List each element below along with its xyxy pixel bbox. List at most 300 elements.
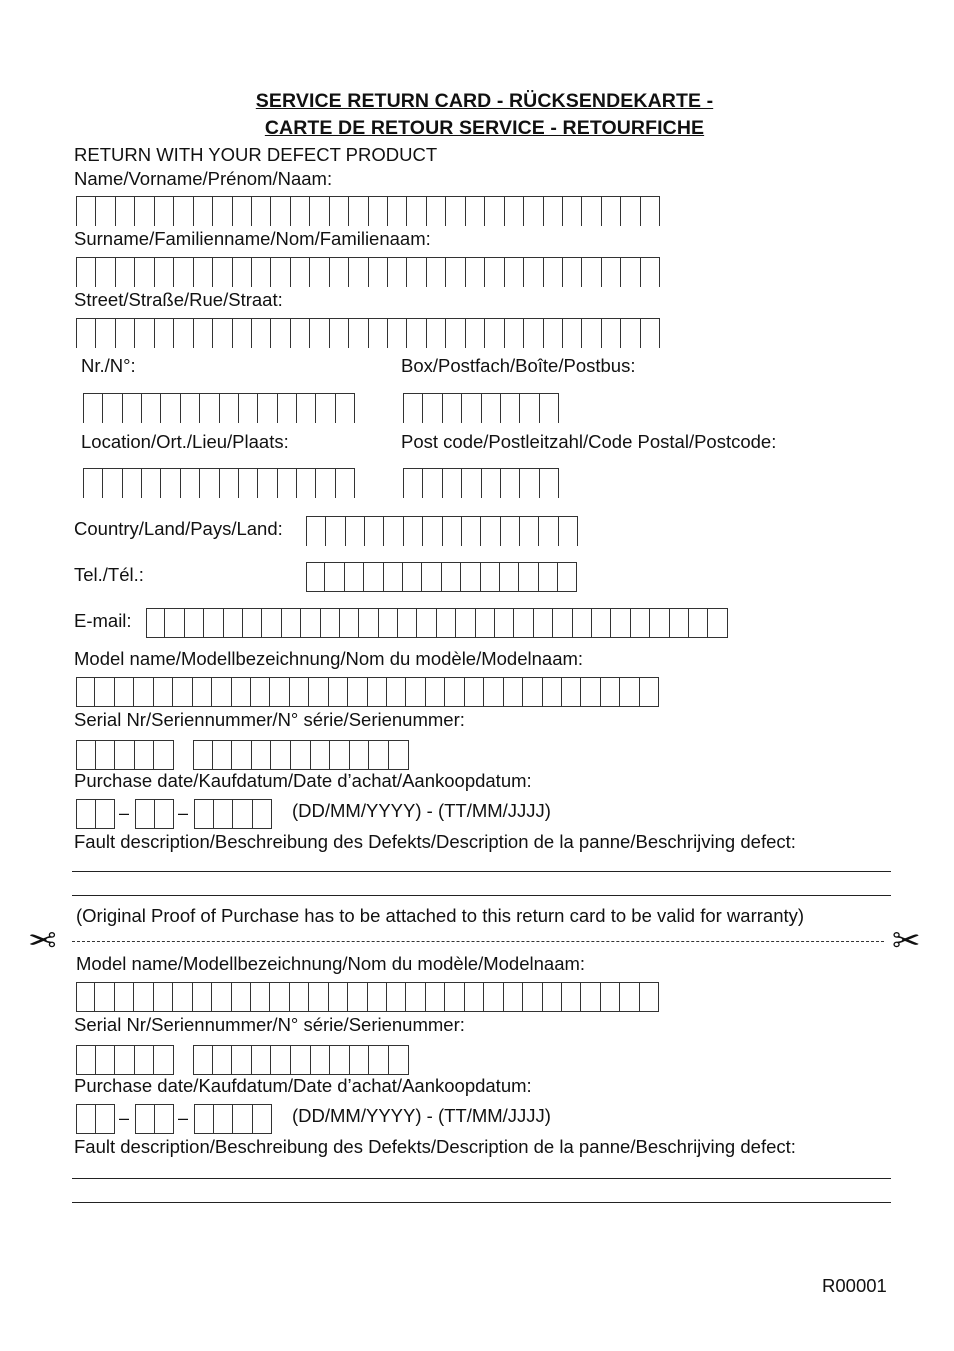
char-cell[interactable] [325,562,344,592]
char-cell[interactable] [115,740,135,770]
char-cell[interactable] [309,197,328,226]
char-cell[interactable] [442,469,461,498]
char-cell[interactable] [562,677,581,707]
char-cell[interactable] [345,562,364,592]
char-cell[interactable] [514,608,533,638]
char-cell[interactable] [500,562,519,592]
serial-field-part2[interactable] [193,740,409,770]
street-field[interactable] [76,318,660,348]
char-cell[interactable] [350,1045,370,1075]
char-cell[interactable] [562,258,581,287]
char-cell[interactable] [640,677,659,707]
char-cell[interactable] [558,517,578,546]
fault-line[interactable] [72,871,891,872]
char-cell[interactable] [500,517,519,546]
char-cell[interactable] [115,319,134,348]
char-cell[interactable] [611,608,630,638]
char-cell[interactable] [620,258,639,287]
fault-line[interactable] [72,1178,891,1179]
char-cell[interactable] [135,799,155,829]
model-field[interactable] [76,677,659,707]
char-cell[interactable] [134,197,153,226]
char-cell[interactable] [306,517,325,546]
char-cell[interactable] [387,677,406,707]
char-cell[interactable] [96,1045,116,1075]
char-cell[interactable] [543,319,562,348]
char-cell[interactable] [83,394,102,423]
char-cell[interactable] [194,799,214,829]
char-cell[interactable] [193,740,213,770]
char-cell[interactable] [329,982,348,1012]
char-cell[interactable] [543,197,562,226]
char-cell[interactable] [387,197,406,226]
char-cell[interactable] [76,319,95,348]
char-cell[interactable] [271,740,291,770]
char-cell[interactable] [134,258,153,287]
char-cell[interactable] [154,740,174,770]
char-cell[interactable] [252,740,272,770]
char-cell[interactable] [251,982,270,1012]
char-cell[interactable] [581,258,600,287]
char-cell[interactable] [558,562,577,592]
char-cell[interactable] [592,608,611,638]
char-cell[interactable] [173,258,192,287]
char-cell[interactable] [233,1104,253,1134]
char-cell[interactable] [406,197,425,226]
char-cell[interactable] [364,517,383,546]
char-cell[interactable] [212,197,231,226]
char-cell[interactable] [495,608,514,638]
email-field[interactable] [146,608,728,638]
char-cell[interactable] [155,799,175,829]
char-cell[interactable] [135,740,155,770]
fault-line[interactable] [72,1202,891,1203]
char-cell[interactable] [315,469,334,498]
char-cell[interactable] [631,608,650,638]
char-cell[interactable] [519,394,538,423]
char-cell[interactable] [484,197,503,226]
char-cell[interactable] [389,740,409,770]
char-cell[interactable] [620,982,639,1012]
char-cell[interactable] [76,1104,96,1134]
char-cell[interactable] [325,517,344,546]
char-cell[interactable] [403,469,422,498]
char-cell[interactable] [180,394,199,423]
char-cell[interactable] [76,197,95,226]
char-cell[interactable] [232,677,251,707]
char-cell[interactable] [445,319,464,348]
serial-field-lower-part1[interactable] [76,1045,174,1075]
char-cell[interactable] [232,1045,252,1075]
char-cell[interactable] [115,197,134,226]
char-cell[interactable] [348,982,367,1012]
char-cell[interactable] [422,469,441,498]
char-cell[interactable] [480,517,499,546]
char-cell[interactable] [348,677,367,707]
char-cell[interactable] [504,677,523,707]
char-cell[interactable] [232,197,251,226]
char-cell[interactable] [620,197,639,226]
char-cell[interactable] [345,517,364,546]
char-cell[interactable] [315,394,334,423]
postcode-field[interactable] [403,468,559,498]
char-cell[interactable] [445,982,464,1012]
char-cell[interactable] [173,197,192,226]
char-cell[interactable] [426,982,445,1012]
char-cell[interactable] [290,197,309,226]
char-cell[interactable] [335,394,355,423]
char-cell[interactable] [193,1045,213,1075]
char-cell[interactable] [384,562,403,592]
char-cell[interactable] [442,517,461,546]
char-cell[interactable] [484,319,503,348]
char-cell[interactable] [426,319,445,348]
char-cell[interactable] [180,469,199,498]
char-cell[interactable] [500,394,519,423]
char-cell[interactable] [134,677,153,707]
char-cell[interactable] [290,677,309,707]
char-cell[interactable] [383,517,402,546]
char-cell[interactable] [193,319,212,348]
char-cell[interactable] [426,197,445,226]
char-cell[interactable] [212,982,231,1012]
char-cell[interactable] [262,608,281,638]
char-cell[interactable] [213,740,233,770]
char-cell[interactable] [115,258,134,287]
char-cell[interactable] [426,258,445,287]
char-cell[interactable] [461,469,480,498]
char-cell[interactable] [581,197,600,226]
char-cell[interactable] [134,982,153,1012]
char-cell[interactable] [243,608,262,638]
char-cell[interactable] [165,608,184,638]
char-cell[interactable] [146,608,165,638]
name-field[interactable] [76,196,660,226]
char-cell[interactable] [214,1104,234,1134]
char-cell[interactable] [329,258,348,287]
char-cell[interactable] [271,1045,291,1075]
char-cell[interactable] [212,319,231,348]
char-cell[interactable] [670,608,689,638]
char-cell[interactable] [193,197,212,226]
purchase-month-field-lower[interactable] [135,1104,174,1134]
serial-field-part1[interactable] [76,740,174,770]
char-cell[interactable] [232,319,251,348]
char-cell[interactable] [465,258,484,287]
char-cell[interactable] [252,1045,272,1075]
char-cell[interactable] [369,1045,389,1075]
char-cell[interactable] [251,677,270,707]
char-cell[interactable] [350,740,370,770]
char-cell[interactable] [219,469,238,498]
number-field[interactable] [83,393,355,423]
char-cell[interactable] [329,319,348,348]
serial-field-lower-part2[interactable] [193,1045,409,1075]
char-cell[interactable] [504,197,523,226]
char-cell[interactable] [212,258,231,287]
char-cell[interactable] [329,677,348,707]
char-cell[interactable] [553,608,572,638]
char-cell[interactable] [403,562,422,592]
char-cell[interactable] [301,608,320,638]
char-cell[interactable] [708,608,727,638]
char-cell[interactable] [309,258,328,287]
char-cell[interactable] [154,258,173,287]
char-cell[interactable] [193,677,212,707]
char-cell[interactable] [465,982,484,1012]
char-cell[interactable] [277,469,296,498]
char-cell[interactable] [465,197,484,226]
char-cell[interactable] [193,982,212,1012]
char-cell[interactable] [601,677,620,707]
char-cell[interactable] [348,319,367,348]
char-cell[interactable] [387,319,406,348]
char-cell[interactable] [154,677,173,707]
char-cell[interactable] [422,394,441,423]
char-cell[interactable] [543,258,562,287]
char-cell[interactable] [115,1045,135,1075]
char-cell[interactable] [445,197,464,226]
char-cell[interactable] [76,258,95,287]
char-cell[interactable] [96,740,116,770]
char-cell[interactable] [257,469,276,498]
char-cell[interactable] [500,469,519,498]
char-cell[interactable] [422,562,441,592]
char-cell[interactable] [539,394,559,423]
char-cell[interactable] [251,319,270,348]
char-cell[interactable] [620,677,639,707]
char-cell[interactable] [270,258,289,287]
char-cell[interactable] [257,394,276,423]
char-cell[interactable] [296,394,315,423]
char-cell[interactable] [406,258,425,287]
char-cell[interactable] [173,982,192,1012]
char-cell[interactable] [290,982,309,1012]
char-cell[interactable] [270,982,289,1012]
char-cell[interactable] [173,677,192,707]
char-cell[interactable] [122,394,141,423]
char-cell[interactable] [417,608,436,638]
char-cell[interactable] [115,677,134,707]
char-cell[interactable] [251,197,270,226]
char-cell[interactable] [173,319,192,348]
char-cell[interactable] [504,982,523,1012]
char-cell[interactable] [141,394,160,423]
purchase-year-field-lower[interactable] [194,1104,272,1134]
char-cell[interactable] [368,319,387,348]
char-cell[interactable] [581,982,600,1012]
char-cell[interactable] [504,319,523,348]
char-cell[interactable] [543,677,562,707]
char-cell[interactable] [389,1045,409,1075]
char-cell[interactable] [96,1104,116,1134]
char-cell[interactable] [290,258,309,287]
char-cell[interactable] [562,319,581,348]
char-cell[interactable] [270,319,289,348]
model-field-lower[interactable] [76,982,659,1012]
char-cell[interactable] [194,1104,214,1134]
char-cell[interactable] [620,319,639,348]
country-field[interactable] [306,516,578,546]
char-cell[interactable] [282,608,301,638]
char-cell[interactable] [398,608,417,638]
purchase-day-field-lower[interactable] [76,1104,115,1134]
char-cell[interactable] [387,258,406,287]
char-cell[interactable] [311,1045,331,1075]
char-cell[interactable] [348,197,367,226]
char-cell[interactable] [543,982,562,1012]
char-cell[interactable] [601,319,620,348]
char-cell[interactable] [76,740,96,770]
char-cell[interactable] [461,562,480,592]
char-cell[interactable] [340,608,359,638]
char-cell[interactable] [481,394,500,423]
char-cell[interactable] [442,394,461,423]
char-cell[interactable] [519,517,538,546]
tel-field[interactable] [306,562,577,592]
char-cell[interactable] [519,562,538,592]
purchase-day-field[interactable] [76,799,115,829]
char-cell[interactable] [270,197,289,226]
char-cell[interactable] [253,799,273,829]
char-cell[interactable] [484,982,503,1012]
char-cell[interactable] [465,677,484,707]
char-cell[interactable] [445,677,464,707]
char-cell[interactable] [403,517,422,546]
char-cell[interactable] [523,258,542,287]
char-cell[interactable] [640,982,659,1012]
char-cell[interactable] [364,562,383,592]
char-cell[interactable] [476,608,495,638]
char-cell[interactable] [321,608,340,638]
surname-field[interactable] [76,257,660,287]
char-cell[interactable] [277,394,296,423]
char-cell[interactable] [199,469,218,498]
char-cell[interactable] [640,197,660,226]
char-cell[interactable] [523,319,542,348]
char-cell[interactable] [214,799,234,829]
char-cell[interactable] [523,197,542,226]
char-cell[interactable] [296,469,315,498]
char-cell[interactable] [102,394,121,423]
char-cell[interactable] [562,982,581,1012]
char-cell[interactable] [406,677,425,707]
purchase-year-field[interactable] [194,799,272,829]
char-cell[interactable] [76,1045,96,1075]
char-cell[interactable] [76,982,95,1012]
char-cell[interactable] [445,258,464,287]
char-cell[interactable] [160,394,179,423]
char-cell[interactable] [251,258,270,287]
char-cell[interactable] [640,319,660,348]
char-cell[interactable] [154,982,173,1012]
char-cell[interactable] [95,319,114,348]
char-cell[interactable] [193,258,212,287]
char-cell[interactable] [359,608,378,638]
char-cell[interactable] [504,258,523,287]
char-cell[interactable] [456,608,475,638]
char-cell[interactable] [95,677,114,707]
char-cell[interactable] [461,517,480,546]
char-cell[interactable] [437,608,456,638]
char-cell[interactable] [538,517,557,546]
char-cell[interactable] [581,677,600,707]
char-cell[interactable] [95,258,114,287]
char-cell[interactable] [387,982,406,1012]
char-cell[interactable] [311,740,331,770]
char-cell[interactable] [154,197,173,226]
char-cell[interactable] [368,677,387,707]
char-cell[interactable] [519,469,538,498]
char-cell[interactable] [426,677,445,707]
char-cell[interactable] [96,799,116,829]
char-cell[interactable] [329,197,348,226]
char-cell[interactable] [232,982,251,1012]
char-cell[interactable] [330,1045,350,1075]
char-cell[interactable] [238,469,257,498]
char-cell[interactable] [379,608,398,638]
char-cell[interactable] [573,608,592,638]
char-cell[interactable] [224,608,243,638]
char-cell[interactable] [369,740,389,770]
char-cell[interactable] [185,608,204,638]
char-cell[interactable] [484,258,503,287]
char-cell[interactable] [601,197,620,226]
char-cell[interactable] [523,677,542,707]
char-cell[interactable] [290,319,309,348]
char-cell[interactable] [306,562,325,592]
char-cell[interactable] [219,394,238,423]
char-cell[interactable] [534,608,553,638]
char-cell[interactable] [640,258,660,287]
char-cell[interactable] [238,394,257,423]
char-cell[interactable] [95,197,114,226]
char-cell[interactable] [232,740,252,770]
char-cell[interactable] [233,799,253,829]
char-cell[interactable] [76,677,95,707]
char-cell[interactable] [650,608,669,638]
purchase-month-field[interactable] [135,799,174,829]
char-cell[interactable] [601,258,620,287]
char-cell[interactable] [155,1104,175,1134]
char-cell[interactable] [95,982,114,1012]
char-cell[interactable] [309,319,328,348]
char-cell[interactable] [213,1045,233,1075]
char-cell[interactable] [154,1045,174,1075]
char-cell[interactable] [291,740,311,770]
char-cell[interactable] [539,469,559,498]
char-cell[interactable] [154,319,173,348]
box-field[interactable] [403,393,559,423]
char-cell[interactable] [601,982,620,1012]
char-cell[interactable] [368,258,387,287]
char-cell[interactable] [199,394,218,423]
char-cell[interactable] [539,562,558,592]
char-cell[interactable] [442,562,461,592]
char-cell[interactable] [368,197,387,226]
char-cell[interactable] [212,677,231,707]
char-cell[interactable] [76,799,96,829]
char-cell[interactable] [141,469,160,498]
char-cell[interactable] [465,319,484,348]
char-cell[interactable] [348,258,367,287]
char-cell[interactable] [562,197,581,226]
char-cell[interactable] [83,469,102,498]
char-cell[interactable] [422,517,441,546]
char-cell[interactable] [330,740,350,770]
char-cell[interactable] [134,319,153,348]
fault-line[interactable] [72,895,891,896]
